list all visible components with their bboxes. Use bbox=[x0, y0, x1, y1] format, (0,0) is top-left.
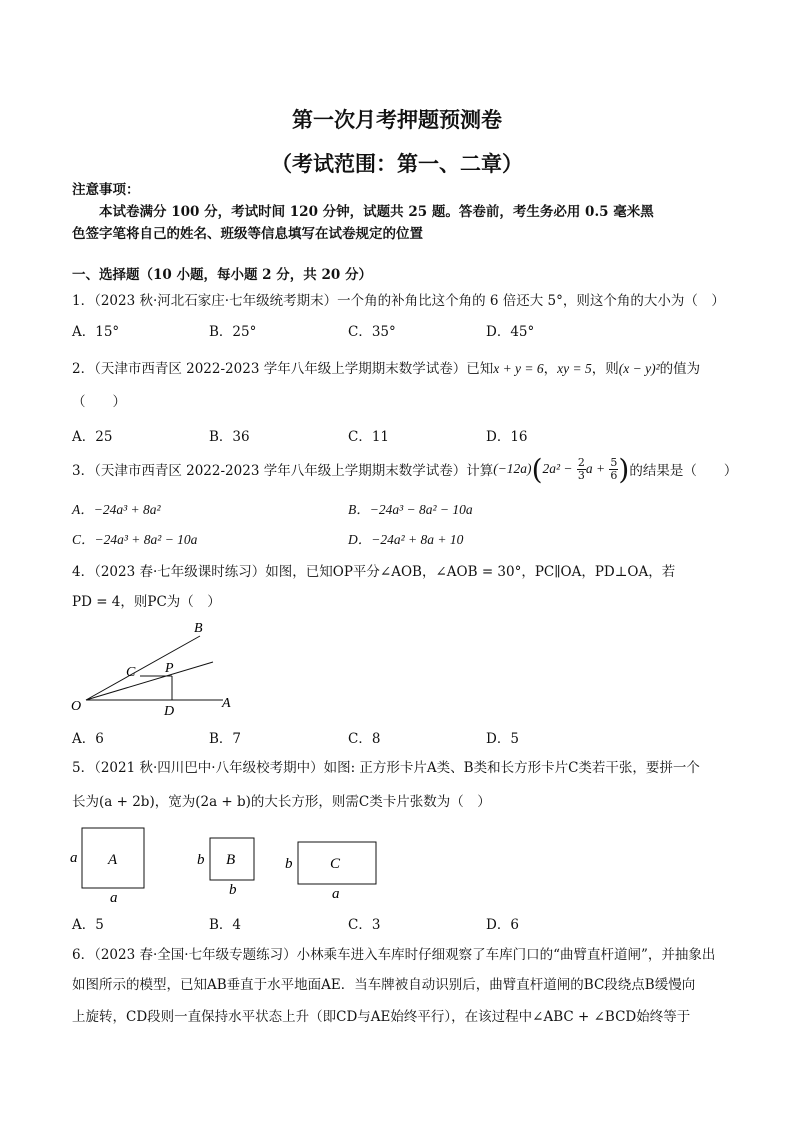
question-4-line-2: PD = 4，则PC为（ ） bbox=[72, 594, 221, 610]
question-1-text: 1．（2023 秋·河北石家庄·七年级统考期末）一个角的补角比这个角的 6 倍还大 5°，则这个角的大小为（ ） bbox=[72, 293, 725, 309]
question-5-line-1: 5．（2021 秋·四川巴中·八年级校考期中）如图: 正方形卡片A类、B类和长方形卡片C类若干张，要拼一个 bbox=[72, 760, 700, 776]
question-5-line-2: 长为(a + 2b)，宽为(2a + b)的大长方形，则需C类卡片张数为（ ） bbox=[72, 794, 491, 810]
q2-option-c[interactable]: C．11 bbox=[348, 429, 390, 445]
notice-line-1: 本试卷满分 100 分，考试时间 120 分钟，试题共 25 题。答卷前，考生务必用 0.5 毫米黑 bbox=[99, 204, 654, 220]
q4-option-a[interactable]: A．6 bbox=[72, 731, 104, 747]
q3-suffix: 的结果是（ ） bbox=[629, 463, 738, 479]
q5-option-a[interactable]: A．5 bbox=[72, 917, 104, 933]
q3-term2: a + bbox=[585, 461, 606, 476]
q2-mid: ，则 bbox=[591, 361, 619, 377]
q3-frac-2: $\frac{5}{6}$ bbox=[610, 455, 618, 482]
q2-prefix: 2．（天津市西青区 2022-2023 学年八年级上学期期末数学试卷）已知 bbox=[72, 361, 494, 377]
q3-coef: (−12a) bbox=[493, 461, 532, 476]
q2-blank: （ ） bbox=[72, 394, 126, 410]
q3-option-a[interactable]: A．−24a³ + 8a² bbox=[72, 502, 161, 517]
q1-option-c[interactable]: C．35° bbox=[348, 324, 396, 340]
card-b-bottom: b bbox=[229, 882, 237, 898]
q4-option-c[interactable]: C．8 bbox=[348, 731, 381, 747]
q3-term1: 2a² − bbox=[542, 461, 573, 476]
q3-option-b[interactable]: B．−24a³ − 8a² − 10a bbox=[348, 502, 473, 517]
q2-option-a[interactable]: A．25 bbox=[72, 429, 113, 445]
question-4-line-1: 4．（2023 春·七年级课时练习）如图，已知OP平分∠AOB，∠AOB = 30°，PC∥OA，PD⊥OA，若 bbox=[72, 564, 676, 580]
card-a-side: a bbox=[70, 850, 78, 866]
angle-bisector-figure bbox=[68, 616, 248, 716]
label-a: A bbox=[222, 696, 231, 711]
card-c-bottom: a bbox=[332, 886, 340, 902]
q1-option-d[interactable]: D．45° bbox=[486, 324, 535, 340]
ray-op bbox=[86, 662, 213, 700]
q3-open-paren: ( bbox=[531, 452, 543, 486]
q5-option-b[interactable]: B．4 bbox=[209, 917, 242, 933]
q2-suffix: 的值为 bbox=[659, 361, 701, 377]
card-c-side: b bbox=[285, 856, 293, 872]
question-6-line-3: 上旋转，CD段则一直保持水平状态上升（即CD与AE始终平行），在该过程中∠ABC + ∠BCD始终等于 bbox=[72, 1009, 691, 1025]
q4-option-d[interactable]: D．5 bbox=[486, 731, 519, 747]
q3-option-c[interactable]: C．−24a³ + 8a² − 10a bbox=[72, 532, 198, 547]
card-b-side: b bbox=[197, 852, 205, 868]
card-b-label: B bbox=[226, 852, 236, 868]
card-a-label: A bbox=[108, 852, 118, 868]
q1-option-b[interactable]: B．25° bbox=[209, 324, 257, 340]
q3-option-d[interactable]: D．−24a² + 8a + 10 bbox=[348, 532, 464, 547]
q2-eq2: xy = 5 bbox=[557, 361, 592, 376]
q5-option-c[interactable]: C．3 bbox=[348, 917, 381, 933]
q3-close-paren: ) bbox=[618, 452, 630, 486]
question-2-text bbox=[72, 357, 700, 377]
q1-option-a[interactable]: A．15° bbox=[72, 324, 120, 340]
section-heading: 一、选择题（10 小题，每小题 2 分，共 20 分） bbox=[72, 267, 372, 283]
q5-option-d[interactable]: D．6 bbox=[486, 917, 519, 933]
question-6-line-2: 如图所示的模型，已知AB垂直于水平地面AE．当车牌被自动识别后，曲臂直杆道闸的BC段绕点B缓慢向 bbox=[72, 977, 696, 993]
q2-option-d[interactable]: D．16 bbox=[486, 429, 528, 445]
label-d: D bbox=[164, 704, 175, 716]
label-c: C bbox=[126, 665, 136, 680]
page-title: 第一次月考押题预测卷 bbox=[292, 107, 502, 132]
q3-frac-1: $\frac{2}{3}$ bbox=[577, 455, 585, 482]
question-3-text bbox=[72, 452, 737, 486]
cards-figure bbox=[66, 822, 386, 904]
q2-option-b[interactable]: B．36 bbox=[209, 429, 250, 445]
notice-heading: 注意事项： bbox=[72, 182, 140, 198]
label-b: B bbox=[194, 621, 203, 636]
label-o: O bbox=[71, 699, 82, 714]
page-subtitle: （考试范围：第一、二章） bbox=[271, 151, 523, 176]
card-a-bottom: a bbox=[110, 890, 118, 904]
ray-ob bbox=[86, 636, 200, 700]
card-c-label: C bbox=[330, 856, 341, 872]
q2-sep: ， bbox=[543, 361, 558, 377]
q3-prefix: 3．（天津市西青区 2022-2023 学年八年级上学期期末数学试卷）计算 bbox=[72, 463, 494, 479]
q2-eq1: x + y = 6 bbox=[493, 361, 544, 376]
q4-option-b[interactable]: B．7 bbox=[209, 731, 242, 747]
notice-line-2: 色签字笔将自己的姓名、班级等信息填写在试卷规定的位置 bbox=[72, 226, 423, 242]
q2-expr: (x − y)² bbox=[618, 361, 660, 376]
question-6-line-1: 6．（2023 春·全国·七年级专题练习）小林乘车进入车库时仔细观察了车库门口的“曲臂直杆道闸”，并抽象出 bbox=[72, 947, 716, 963]
label-p: P bbox=[165, 661, 174, 676]
